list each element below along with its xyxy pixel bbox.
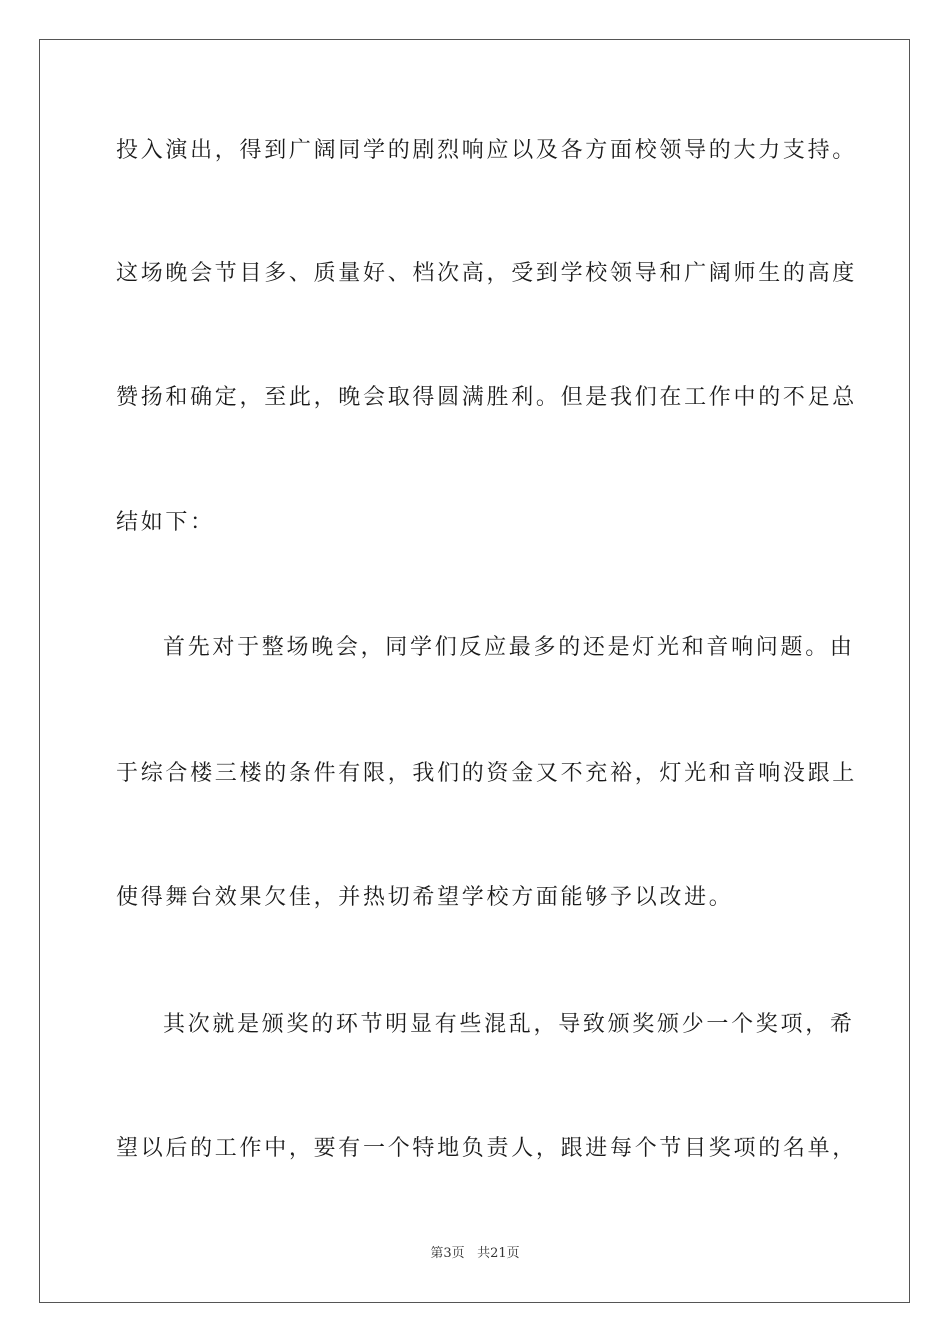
page-total: 共21页 <box>477 1246 520 1261</box>
text-line: 这场晚会节目多、质量好、档次高，受到学校领导和广阔师生的高度 <box>116 261 858 286</box>
text-line: 结如下： <box>116 510 215 535</box>
text-line: 赞扬和确定，至此，晚会取得圆满胜利。但是我们在工作中的不足总 <box>116 385 858 410</box>
text-line: 望以后的工作中，要有一个特地负责人，跟进每个节目奖项的名单， <box>116 1136 858 1161</box>
paragraph-first-line: 其次就是颁奖的环节明显有些混乱，导致颁奖颁少一个奖项，希 <box>163 1012 855 1037</box>
text-line: 于综合楼三楼的条件有限，我们的资金又不充裕，灯光和音响没跟上 <box>116 761 858 786</box>
text-line: 使得舞台效果欠佳，并热切希望学校方面能够予以改进。 <box>116 885 734 910</box>
paragraph-first-line: 首先对于整场晚会，同学们反应最多的还是灯光和音响问题。由 <box>163 635 855 660</box>
page-border <box>39 39 910 1303</box>
page-footer <box>0 1245 950 1263</box>
page-number: 第3页 <box>430 1246 465 1261</box>
text-line: 投入演出，得到广阔同学的剧烈响应以及各方面校领导的大力支持。 <box>116 138 858 163</box>
